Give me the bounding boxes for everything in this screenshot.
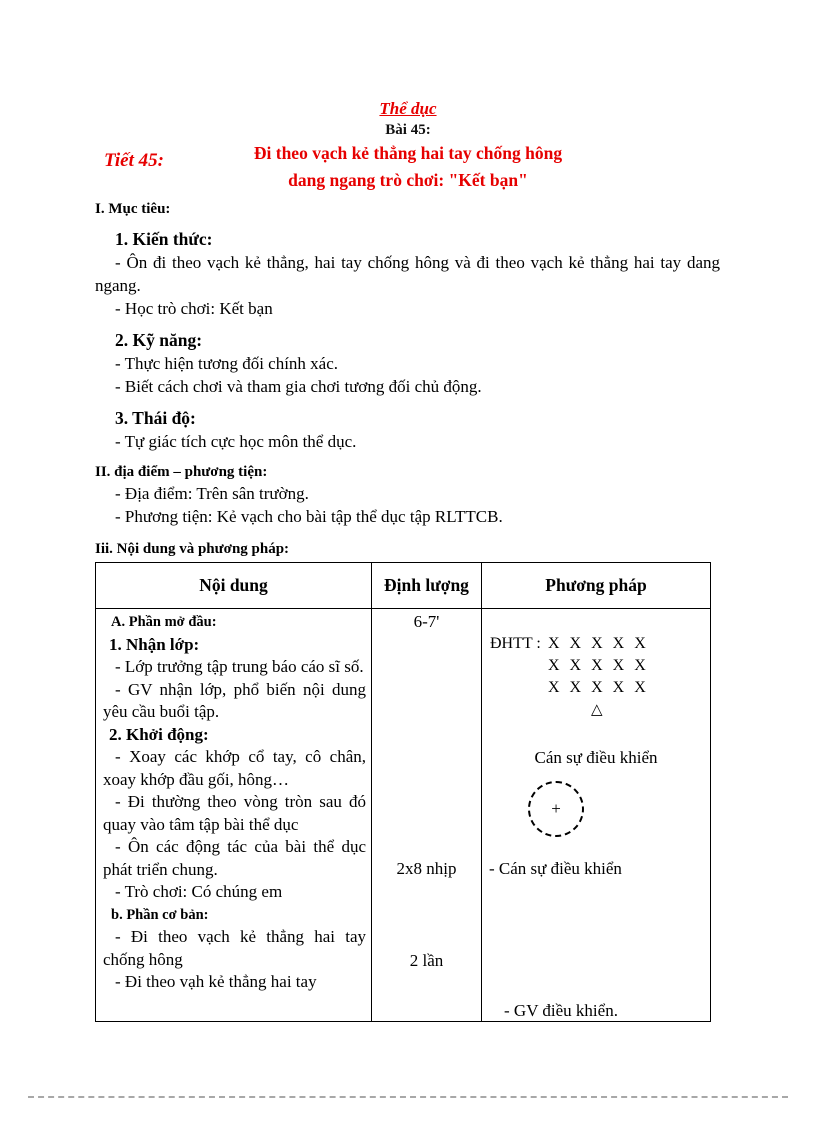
formation-x-row: X X X X X: [548, 635, 646, 652]
location-paragraph: - Địa điểm: Trên sân trường.: [115, 484, 309, 503]
attitude-heading: 3. Thái độ:: [115, 408, 196, 428]
method-cell: [481, 609, 710, 1021]
lesson-number: Bài 45:: [385, 122, 431, 138]
skills-heading: 2. Kỹ năng:: [115, 330, 203, 350]
section-content-heading: Iii. Nội dung và phương pháp:: [95, 541, 290, 557]
formation-x-row: X X X X X: [548, 657, 646, 674]
section-objectives-heading: I. Mục tiêu:: [95, 201, 171, 217]
formation-circle-icon: [528, 781, 584, 837]
content-cell: [96, 609, 371, 1021]
document-body: [95, 200, 720, 559]
attitude-paragraph: - Tự giác tích cực học môn thể dục.: [115, 432, 357, 451]
column-header-method: Phương pháp: [481, 563, 710, 608]
warmup-heading: 2. Khởi động:: [109, 724, 209, 744]
location-paragraph: - Phương tiện: Kẻ vạch cho bài tập thể dục tập RLTTCB.: [115, 507, 503, 526]
knowledge-paragraph: - Học trò chơi: Kết bạn: [115, 299, 273, 318]
formation-x-row: X X X X X: [548, 679, 646, 696]
circle-plus-mark: +: [551, 799, 561, 818]
duration-value: 2x8 nhịp: [396, 859, 457, 878]
lesson-title-line2: dang ngang trò chơi: "Kết bạn": [288, 170, 528, 190]
period-label: Tiết 45:: [104, 150, 164, 171]
table-body-row: [96, 609, 710, 1021]
table-header-row: [96, 563, 710, 609]
content-item: - Trò chơi: Có chúng em: [115, 882, 283, 901]
formation-row-1: [490, 635, 646, 653]
content-item: - Đi theo vạch kẻ thẳng hai tay chống hông: [103, 927, 366, 969]
content-item: - GV nhận lớp, phổ biến nội dung yêu cầu buổi tập.: [103, 679, 366, 721]
knowledge-heading: 1. Kiến thức:: [115, 229, 213, 249]
knowledge-paragraph: - Ôn đi theo vạch kẻ thẳng, hai tay chống hông và đi theo vạch kẻ thẳng hai tay dang ngang.: [95, 253, 720, 295]
phase-opening-heading: A. Phần mở đầu:: [111, 614, 217, 630]
duration-value: 6-7': [413, 612, 440, 631]
lesson-plan-table: [95, 562, 711, 1022]
duration-value: 2 lần: [409, 951, 444, 970]
teacher-triangle-icon: △: [591, 702, 603, 718]
content-item: - Ôn các động tác của bài thể dục phát triển chung.: [103, 837, 366, 879]
gv-note: - GV điều khiển.: [504, 1001, 618, 1020]
skills-paragraph: - Thực hiện tương đối chính xác.: [115, 354, 339, 373]
content-item: - Xoay các khớp cổ tay, cô chân, xoay khớp đầu gối, hông…: [103, 747, 366, 789]
content-item: - Đi thường theo vòng tròn sau đó quay vào tâm tập bài thể dục: [103, 792, 366, 834]
duration-cell: [371, 609, 481, 1021]
content-item: - Đi theo vạh kẻ thẳng hai tay: [115, 972, 317, 991]
content-item: - Lớp trưởng tập trung báo cáo sĩ số.: [115, 657, 364, 676]
receive-class-heading: 1. Nhận lớp:: [109, 634, 200, 654]
leader-note: - Cán sự điều khiển: [489, 859, 622, 878]
column-header-duration: Định lượng: [371, 563, 481, 608]
subject-title: Thể dục: [379, 99, 437, 118]
column-header-content: Nội dung: [199, 575, 268, 595]
dhtt-label: ĐHTT :: [490, 635, 541, 652]
page-break-divider: [28, 1096, 788, 1098]
section-location-heading: II. địa điểm – phương tiện:: [95, 464, 268, 480]
phase-main-heading: b. Phần cơ bản:: [111, 906, 209, 923]
leader-note: Cán sự điều khiển: [534, 748, 658, 767]
lesson-title-line1: Đi theo vạch kẻ thẳng hai tay chống hông: [253, 143, 563, 163]
skills-paragraph: - Biết cách chơi và tham gia chơi tương đối chủ động.: [115, 377, 482, 396]
